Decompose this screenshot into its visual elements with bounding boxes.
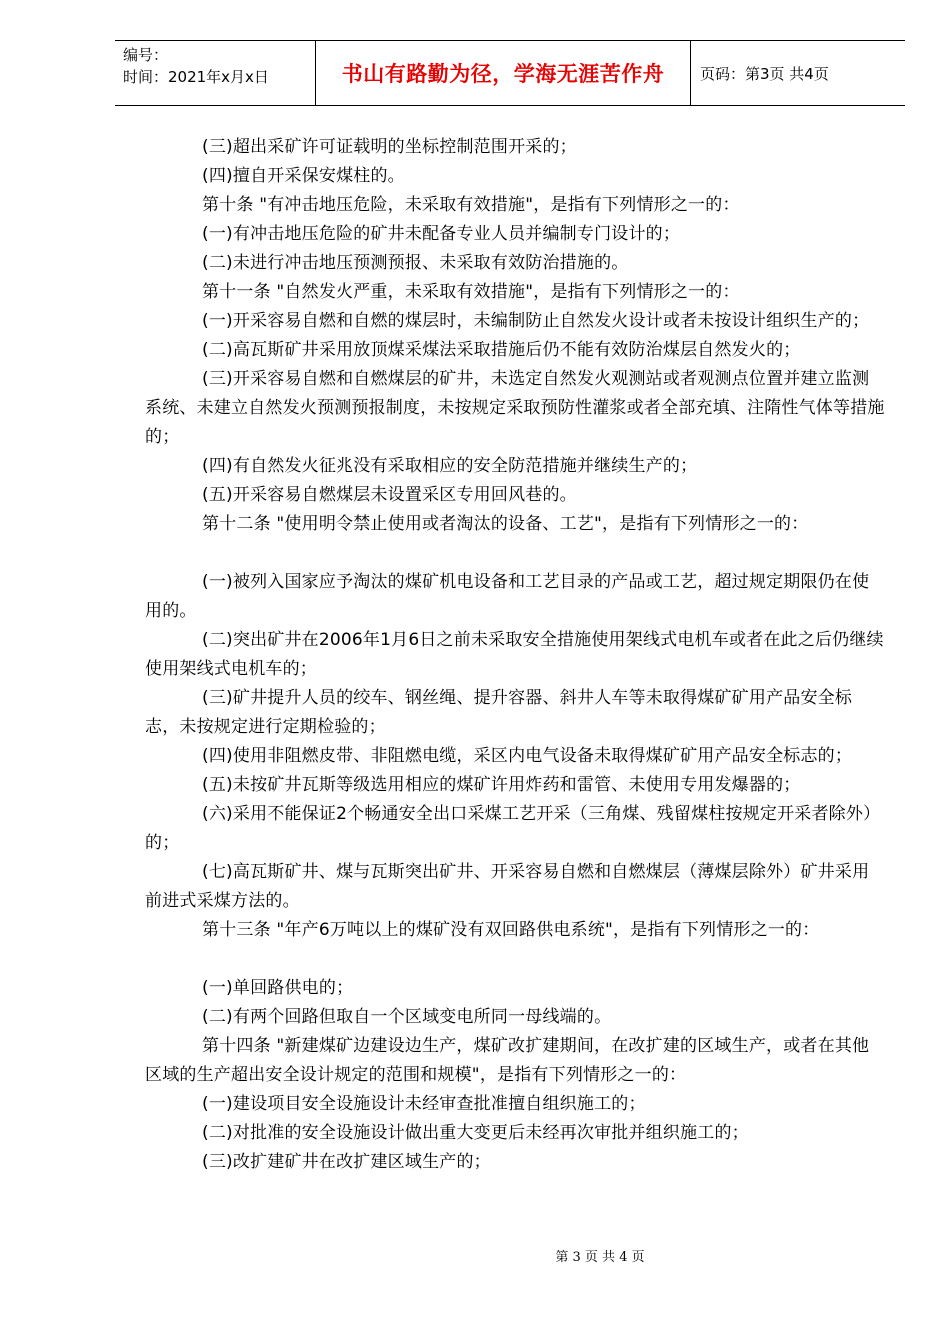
time-label: 时间：2021年x月x日 [123, 68, 269, 86]
doc-number-label: 编号： [123, 46, 169, 64]
paragraph: (一)单回路供电的； [202, 978, 354, 998]
paragraph: (六)采用不能保证2个畅通安全出口采煤工艺开采（三角煤、残留煤柱按规定开采者除外）的； [145, 804, 881, 853]
document-body [145, 133, 885, 1177]
paragraph: (二)对批准的安全设施设计做出重大变更后未经再次审批并组织施工的； [202, 1123, 749, 1143]
footer-page-number: 第 3 页 共 4 页 [555, 1250, 645, 1265]
header-page-info-cell [691, 41, 905, 105]
header-meta [115, 41, 315, 105]
blank-line [145, 539, 885, 568]
paragraph: (四)使用非阻燃皮带、非阻燃电缆，采区内电气设备未取得煤矿矿用产品安全标志的； [202, 746, 853, 766]
paragraph: (七)高瓦斯矿井、煤与瓦斯突出矿井、开采容易自燃和自燃煤层（薄煤层除外）矿井采用前进式采煤方法的。 [145, 862, 870, 911]
paragraph: (一)有冲击地压危险的矿井未配备专业人员并编制专门设计的； [202, 224, 681, 244]
paragraph: (二)有两个回路但取自一个区域变电所同一母线端的。 [202, 1007, 612, 1027]
article-heading: 第十二条 "使用明令禁止使用或者淘汰的设备、工艺"，是指有下列情形之一的： [202, 514, 809, 534]
paragraph: (三)矿井提升人员的绞车、钢丝绳、提升容器、斜井人车等未取得煤矿矿用产品安全标志，未按规定进行定期检验的； [145, 688, 853, 737]
paragraph: (五)未按矿井瓦斯等级选用相应的煤矿许用炸药和雷管、未使用专用发爆器的； [202, 775, 801, 795]
article-heading: 第十一条 "自然发火严重，未采取有效措施"，是指有下列情形之一的： [202, 282, 740, 302]
page-header [115, 40, 905, 106]
article-heading: 第十四条 "新建煤矿边建设边生产，煤矿改扩建期间，在改扩建的区域生产，或者在其他区域的生产超出安全设计规定的范围和规模"，是指有下列情形之一的： [145, 1036, 870, 1085]
paragraph: (四)擅自开采保安煤柱的。 [202, 166, 405, 186]
header-page-info: 页码：第3页 共4页 [700, 64, 829, 83]
paragraph: (一)被列入国家应予淘汰的煤矿机电设备和工艺目录的产品或工艺，超过规定期限仍在使用的。 [145, 572, 870, 621]
article-heading: 第十三条 "年产6万吨以上的煤矿没有双回路供电系统"，是指有下列情形之一的： [202, 920, 820, 940]
paragraph: (二)高瓦斯矿井采用放顶煤采煤法采取措施后仍不能有效防治煤层自然发火的； [202, 340, 801, 360]
paragraph: (三)开采容易自燃和自燃煤层的矿井，未选定自然发火观测站或者观测点位置并建立监测系统、未建立自然发火预测预报制度，未按规定采取预防性灌浆或者全部充填、注隋性气体等措施的； [145, 369, 885, 447]
paragraph: (四)有自然发火征兆没有采取相应的安全防范措施并继续生产的； [202, 456, 698, 476]
blank-line [145, 945, 885, 974]
paragraph: (三)超出采矿许可证载明的坐标控制范围开采的； [202, 137, 577, 157]
header-motto: 书山有路勤为径，学海无涯苦作舟 [341, 62, 665, 86]
paragraph: (二)未进行冲击地压预测预报、未采取有效防治措施的。 [202, 253, 629, 273]
paragraph: (二)突出矿井在2006年1月6日之前未采取安全措施使用架线式电机车或者在此之后仍继续使用架线式电机车的； [145, 630, 884, 679]
paragraph: (五)开采容易自燃煤层未设置采区专用回风巷的。 [202, 485, 577, 505]
paragraph: (三)改扩建矿井在改扩建区域生产的； [202, 1152, 491, 1172]
paragraph: (一)建设项目安全设施设计未经审查批准擅自组织施工的； [202, 1094, 646, 1114]
paragraph: (一)开采容易自燃和自燃的煤层时，未编制防止自然发火设计或者未按设计组织生产的； [202, 311, 870, 331]
page-footer [0, 1246, 950, 1265]
article-heading: 第十条 "有冲击地压危险，未采取有效措施"，是指有下列情形之一的： [202, 195, 740, 215]
header-motto-cell [315, 41, 691, 105]
